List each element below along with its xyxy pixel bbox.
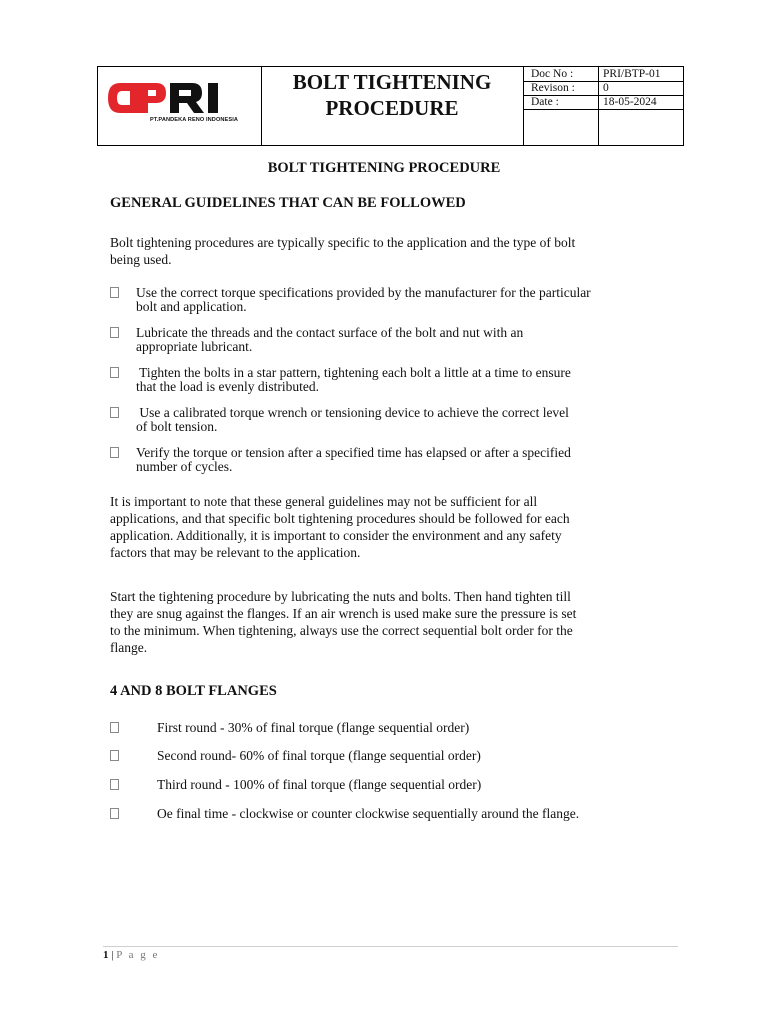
doc-no-label: Doc No : <box>531 68 574 80</box>
revision-label: Revison : <box>531 82 575 94</box>
round-text: Oe final time - clockwise or counter clockwise sequentially around the flange. <box>157 806 580 821</box>
bullet-line-2: appropriate lubricant. <box>136 339 253 354</box>
bullet-icon <box>110 722 119 733</box>
page-number: 1 <box>103 949 109 961</box>
doc-title: BOLT TIGHTENING PROCEDURE <box>267 160 501 176</box>
meta-empty-row <box>524 109 683 145</box>
bullet-line-1: Use the correct torque specifications provided by the manufacturer for the particular <box>136 285 591 300</box>
document-title-cell <box>261 67 524 145</box>
logo-cell <box>98 67 262 145</box>
footer-separator: | <box>108 949 117 961</box>
footer-divider <box>103 946 678 947</box>
bullet-icon <box>110 808 119 819</box>
title-line-1: BOLT TIGHTENING <box>292 70 492 94</box>
bullet-text <box>136 326 666 354</box>
intro-line-2: being used. <box>110 252 172 267</box>
section-heading-flanges: 4 AND 8 BOLT FLANGES <box>110 683 277 699</box>
bullet-icon <box>110 447 119 458</box>
bullet-icon <box>110 367 119 378</box>
start-line: flange. <box>110 640 148 655</box>
title-line-2: PROCEDURE <box>325 96 459 120</box>
note-line: applications, and that specific bolt tightening procedures should be followed for each <box>110 511 570 526</box>
bullet-icon <box>110 327 119 338</box>
meta-doc-no <box>524 67 683 82</box>
intro-paragraph <box>110 234 670 268</box>
note-line: factors that may be relevant to the application. <box>110 545 361 560</box>
bullet-line-2: bolt and application. <box>136 299 247 314</box>
start-line: Start the tightening procedure by lubricating the nuts and bolts. Then hand tighten till <box>110 589 571 604</box>
section-heading-guidelines: GENERAL GUIDELINES THAT CAN BE FOLLOWED <box>110 195 466 211</box>
meta-revision <box>524 81 683 96</box>
note-line: application. Additionally, it is important to consider the environment and any safety <box>110 528 562 543</box>
bullet-line-1: Verify the torque or tension after a specified time has elapsed or after a specified <box>136 445 571 460</box>
bullet-icon <box>110 750 119 761</box>
bullet-text <box>136 286 666 314</box>
logo-subtitle: PT.PANDEKA RENO INDONESIA <box>150 117 238 123</box>
bullet-line-1: Use a calibrated torque wrench or tensioning device to achieve the correct level <box>136 405 569 420</box>
date-value: 18-05-2024 <box>603 96 657 108</box>
doc-no-value: PRI/BTP-01 <box>603 68 661 80</box>
bullet-text <box>136 406 666 434</box>
page-word: P a g e <box>116 949 160 961</box>
start-line: they are snug against the flanges. If an air wrench is used make sure the pressure is set <box>110 606 577 621</box>
document-header <box>97 66 684 146</box>
document-meta <box>524 67 683 145</box>
bullet-text <box>136 366 666 394</box>
bullet-line-2: number of cycles. <box>136 459 233 474</box>
round-text: Second round- 60% of final torque (flange sequential order) <box>157 748 481 763</box>
date-label: Date : <box>531 96 559 108</box>
start-line: to the minimum. When tightening, always use the correct sequential bolt order for the <box>110 623 573 638</box>
bullet-line-2: that the load is evenly distributed. <box>136 379 319 394</box>
page-footer <box>103 949 159 961</box>
intro-line-1: Bolt tightening procedures are typically specific to the application and the type of bolt <box>110 235 576 250</box>
round-text: First round - 30% of final torque (flange sequential order) <box>157 720 470 735</box>
company-logo <box>108 79 238 117</box>
start-paragraph <box>110 588 670 656</box>
bullet-icon <box>110 407 119 418</box>
bullet-line-1: Tighten the bolts in a star pattern, tightening each bolt a little at a time to ensure <box>136 365 571 380</box>
note-line: It is important to note that these general guidelines may not be sufficient for all <box>110 494 538 509</box>
revision-value: 0 <box>603 82 609 94</box>
meta-date <box>524 95 683 110</box>
bullet-icon <box>110 779 119 790</box>
round-text: Third round - 100% of final torque (flange sequential order) <box>157 777 482 792</box>
bullet-line-2: of bolt tension. <box>136 419 218 434</box>
bullet-line-1: Lubricate the threads and the contact surface of the bolt and nut with an <box>136 325 524 340</box>
bullet-icon <box>110 287 119 298</box>
bullet-text <box>136 446 666 474</box>
note-paragraph <box>110 493 670 561</box>
